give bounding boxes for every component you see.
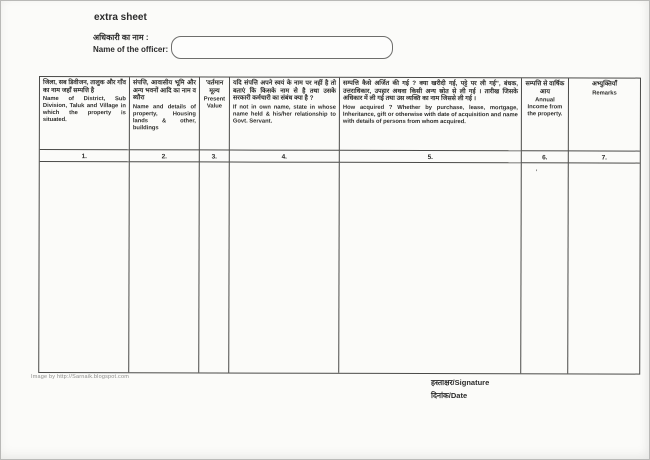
column-header-english: How acquired ? Whether by purchase, lease, mortgage, Inheritance, gift or otherwise with date of acquisition and name with details of persons from whom acquired. xyxy=(342,104,518,125)
column-number: 2. xyxy=(130,150,200,162)
column-number: 5. xyxy=(340,151,522,163)
column-header-how-acquired xyxy=(340,78,522,151)
scan-artifact: ' xyxy=(535,169,538,177)
column-header-english: Annual Income from the property. xyxy=(527,97,563,118)
date-label: दिनांक/Date xyxy=(431,390,468,400)
property-details-table xyxy=(38,76,641,375)
signature-label: हस्ताक्षर/Signature xyxy=(431,378,490,387)
column-number: 7. xyxy=(569,151,640,163)
column-header-present-value xyxy=(200,77,230,150)
column-header-name-held xyxy=(230,78,340,151)
column-number: 1. xyxy=(40,150,130,162)
officer-name-label-english: Name of the officer: xyxy=(93,45,169,54)
column-header-annual-income xyxy=(522,78,569,151)
column-header-hindi: संपत्ति, आवासीय भूमि और अन्य भवनों आदि का नाम व ब्यौरा xyxy=(132,79,196,102)
column-header-remarks xyxy=(569,78,640,151)
column-header-property-details xyxy=(130,77,200,150)
table-body-cell xyxy=(199,162,230,372)
column-header-hindi: सम्पत्ति से वार्षिक आय xyxy=(525,80,565,95)
table-body-cell xyxy=(229,162,340,372)
table-body-cell xyxy=(339,163,522,373)
column-header-english: Remarks xyxy=(592,90,617,97)
watermark-credit: Image by http://Sarnaik.blogspot.com xyxy=(31,374,129,380)
column-header-hindi: जिला, सब डिवीजन, तालुक और गाँव का नाम जहाँ सम्पत्ति है xyxy=(42,79,126,94)
column-header-hindi: 'वर्तमान मूल्य xyxy=(205,79,224,95)
column-header-english: Name and details of property, Housing lands & other, buildings xyxy=(132,104,196,131)
column-header-hindi: यदि संपत्ति अपने स्वयं के नाम पर नहीं है तो बताएं कि किसके नाम से है तथा उसके सरकारी कर्मचारी का संबंध क्या है ? xyxy=(232,79,336,102)
officer-name-input[interactable] xyxy=(171,36,393,59)
column-number: 3. xyxy=(200,150,230,162)
table-body-cell xyxy=(129,162,200,372)
column-number: 4. xyxy=(230,150,340,162)
table-body-cell xyxy=(521,163,569,373)
column-header-english: Name of District, Sub Division, Taluk and Village in which the property is situated. xyxy=(42,96,126,123)
page-title: extra sheet xyxy=(94,12,147,23)
table-body-cell xyxy=(568,163,640,373)
officer-name-label xyxy=(93,32,168,56)
column-header-hindi: सम्पत्ति कैसे अर्जित की गई ? क्या खरीदी गई, पट्टे पर ली गई", बंधक, उत्तराधिकार, उपहार अथवा किसी अन्य स्रोत से ली गई । तारीख जिसके अधिकार में ली गई तथा उस व्यक्ति का नाम जिससे ली गई । xyxy=(342,79,518,103)
column-header-hindi: अभ्युक्तियाँ xyxy=(591,80,617,88)
table-body-cell xyxy=(39,162,130,372)
column-header-district xyxy=(40,77,130,150)
officer-name-label-hindi: अधिकारी का नाम : xyxy=(93,33,149,42)
column-header-english: Present Value xyxy=(203,96,226,110)
column-number: 6. xyxy=(522,151,569,163)
signature-block xyxy=(431,377,489,402)
column-header-english: If not in own name, state in whose name held & his/her relationship to Govt. Servant. xyxy=(232,104,336,125)
